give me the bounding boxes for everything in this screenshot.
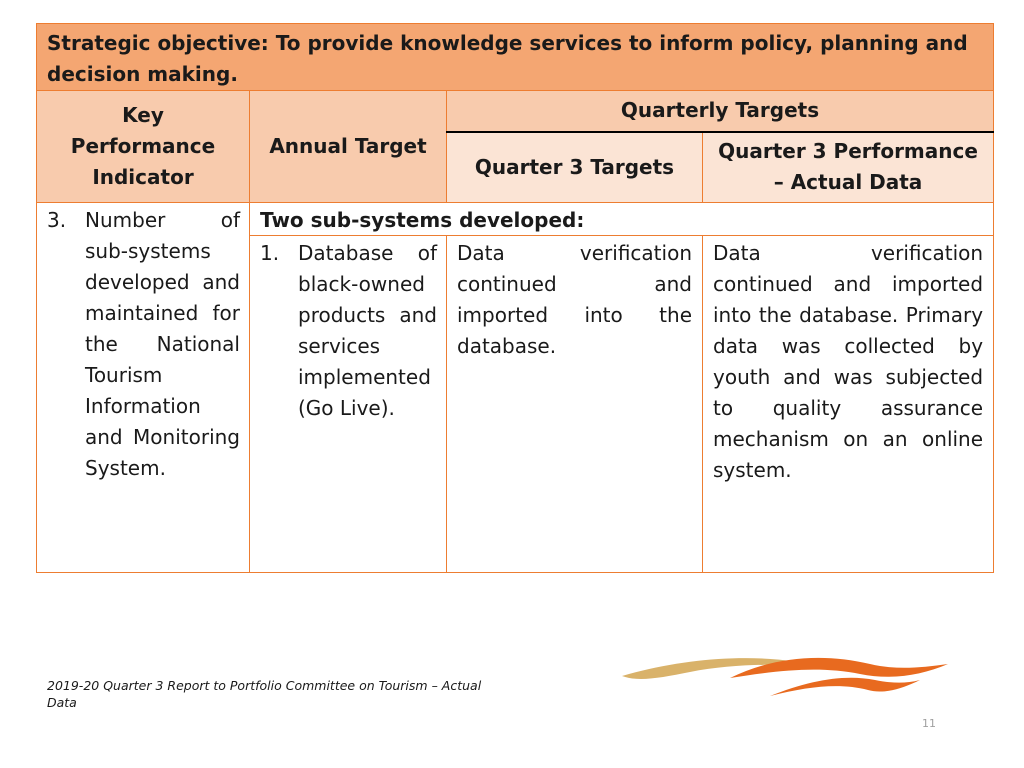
- kpi-cell: [37, 203, 250, 573]
- header-kpi: [37, 91, 250, 203]
- header-annual-target: [250, 91, 447, 203]
- q3-target-cell: [447, 236, 703, 573]
- q3-target-text: Data verification continued and imported into the database.: [457, 241, 692, 358]
- strategic-objective: Strategic objective: To provide knowledge services to inform policy, planning and decision making.: [37, 24, 994, 91]
- kpi-number: 3.: [47, 208, 67, 232]
- q3-actual-text: Data verification continued and imported into the database. Primary data was collected by youth and was subjected to quality assurance mechanism on an online system.: [713, 241, 984, 482]
- footer-caption: 2019-20 Quarter 3 Report to Portfolio Committee on Tourism – Actual Data: [47, 678, 482, 710]
- annual-target-cell: [250, 236, 447, 573]
- header-q3-performance: [703, 132, 994, 203]
- q3-actual-cell: [703, 236, 994, 573]
- header-q3-performance-label: Quarter 3 Performance – Actual Data: [718, 139, 978, 195]
- kpi-table: [36, 23, 994, 573]
- header-annual-target-label: Annual Target: [269, 134, 427, 158]
- subsystems-heading: Two sub-systems developed:: [250, 203, 994, 236]
- kpi-description: Number of sub-systems developed and maintained for the National Tourism Information and Monitoring System.: [85, 208, 240, 480]
- logo-orange-swoosh-2: [770, 678, 920, 696]
- swoosh-logo: [620, 650, 950, 700]
- header-q3-targets: Quarter 3 Targets: [447, 132, 703, 203]
- annual-target-text: Database of black-owned products and services implemented (Go Live).: [298, 241, 437, 420]
- header-quarterly-targets: Quarterly Targets: [447, 91, 994, 132]
- page-number: 11: [922, 717, 936, 730]
- header-kpi-label: Key Performance Indicator: [70, 103, 216, 189]
- annual-target-number: 1.: [260, 241, 280, 265]
